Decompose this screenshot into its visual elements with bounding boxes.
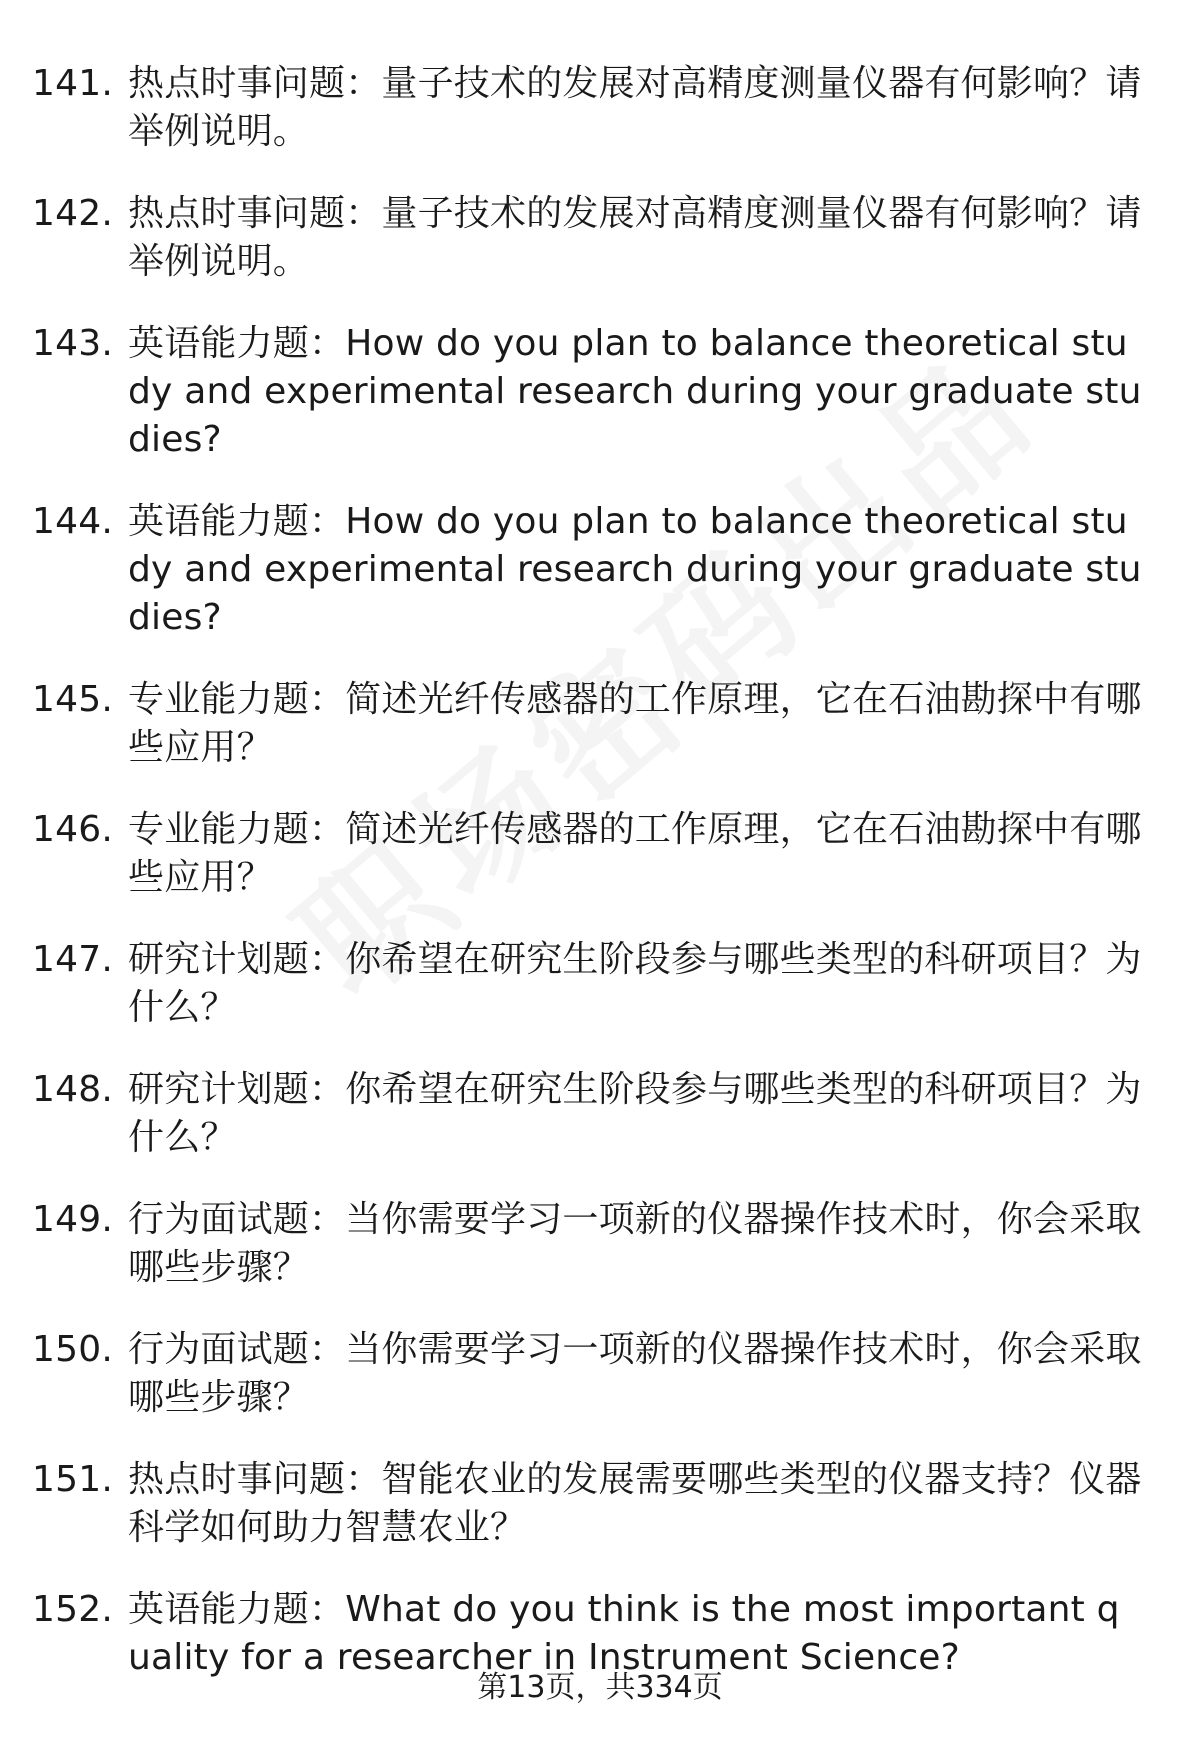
question-text: 研究计划题：你希望在研究生阶段参与哪些类型的科研项目？为什么？ <box>128 939 1142 1028</box>
question-number: 142. <box>32 193 113 234</box>
question-number: 151. <box>32 1459 113 1500</box>
question-item <box>32 190 1142 286</box>
question-text: 热点时事问题：量子技术的发展对高精度测量仪器有何影响？请举例说明。 <box>128 193 1142 282</box>
question-item <box>32 320 1142 464</box>
question-item <box>32 1066 1142 1162</box>
question-text: 研究计划题：你希望在研究生阶段参与哪些类型的科研项目？为什么？ <box>128 1069 1142 1158</box>
question-item <box>32 1456 1142 1552</box>
question-text: 专业能力题：简述光纤传感器的工作原理，它在石油勘探中有哪些应用？ <box>128 679 1142 768</box>
question-number: 152. <box>32 1589 113 1630</box>
question-text: 英语能力题：How do you plan to balance theoretical study and experimental research during your graduate studies? <box>128 323 1142 460</box>
question-item <box>32 806 1142 902</box>
question-item <box>32 676 1142 772</box>
question-list <box>32 60 1142 1716</box>
question-item <box>32 498 1142 642</box>
question-number: 141. <box>32 63 113 104</box>
question-item <box>32 936 1142 1032</box>
question-text: 热点时事问题：智能农业的发展需要哪些类型的仪器支持？仪器科学如何助力智慧农业？ <box>128 1459 1142 1548</box>
question-text: 行为面试题：当你需要学习一项新的仪器操作技术时，你会采取哪些步骤？ <box>128 1329 1142 1418</box>
question-text: 行为面试题：当你需要学习一项新的仪器操作技术时，你会采取哪些步骤？ <box>128 1199 1142 1288</box>
question-item <box>32 60 1142 156</box>
question-number: 149. <box>32 1199 113 1240</box>
question-number: 150. <box>32 1329 113 1370</box>
question-number: 147. <box>32 939 113 980</box>
question-item <box>32 1326 1142 1422</box>
question-number: 144. <box>32 501 113 542</box>
question-text: 英语能力题：What do you think is the most important quality for a researcher in Instrument Science? <box>128 1589 1120 1678</box>
question-item <box>32 1196 1142 1292</box>
question-text: 专业能力题：简述光纤传感器的工作原理，它在石油勘探中有哪些应用？ <box>128 809 1142 898</box>
question-text: 英语能力题：How do you plan to balance theoretical study and experimental research during your graduate studies? <box>128 501 1142 638</box>
question-number: 145. <box>32 679 113 720</box>
question-number: 148. <box>32 1069 113 1110</box>
page-footer: 第13页，共334页 <box>477 1670 723 1705</box>
question-number: 146. <box>32 809 113 850</box>
question-text: 热点时事问题：量子技术的发展对高精度测量仪器有何影响？请举例说明。 <box>128 63 1142 152</box>
question-number: 143. <box>32 323 113 364</box>
